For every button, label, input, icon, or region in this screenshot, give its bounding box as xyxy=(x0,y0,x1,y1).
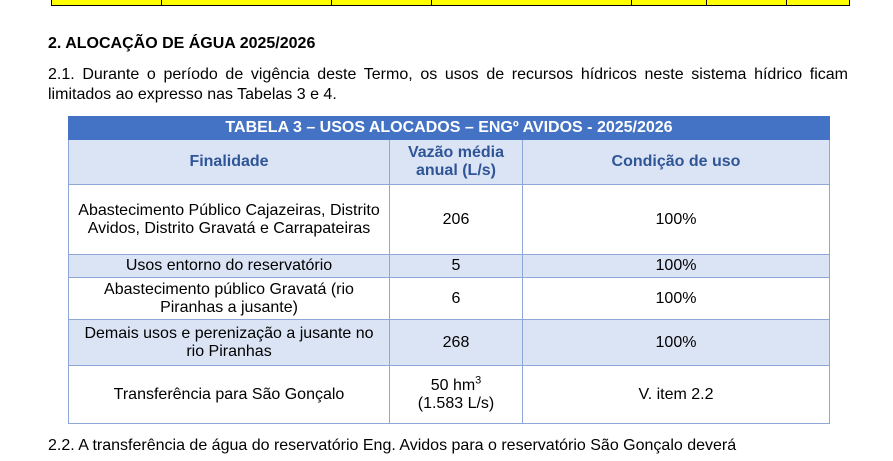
paragraph-2-1: 2.1. Durante o período de vigência deste Termo, os usos de recursos hídricos neste sistema hídrico ficam limitados ao expresso nas Tabelas 3 e 4. xyxy=(48,66,848,103)
column-header-condicao: Condição de uso xyxy=(523,140,830,185)
paragraph-2-2: 2.2. A transferência de água do reservatório Eng. Avidos para o reservatório São Gonçalo deverá xyxy=(48,437,737,454)
cell-finalidade: Transferência para São Gonçalo xyxy=(69,366,390,424)
vazao-flow: (1.583 L/s) xyxy=(417,394,495,412)
allocation-table xyxy=(68,116,830,424)
table-row xyxy=(69,278,830,320)
cell-condicao: 100% xyxy=(523,255,830,278)
previous-table-bottom-row xyxy=(51,0,850,6)
table-row xyxy=(69,366,830,424)
previous-table-cell xyxy=(52,0,162,5)
cell-condicao: 100% xyxy=(523,278,830,320)
previous-table-cell xyxy=(432,0,632,5)
cell-finalidade: Demais usos e perenização a jusante no rio Piranhas xyxy=(69,320,390,366)
cell-vazao: 5 xyxy=(390,255,523,278)
previous-table-cell xyxy=(632,0,707,5)
previous-table-cell xyxy=(332,0,432,5)
column-header-vazao: Vazão média anual (L/s) xyxy=(390,140,523,185)
cell-vazao: 6 xyxy=(390,278,523,320)
previous-table-cell xyxy=(707,0,787,5)
table-row xyxy=(69,185,830,255)
previous-table-cell xyxy=(162,0,332,5)
cell-finalidade: Abastecimento público Gravatá (rio Piranhas a jusante) xyxy=(69,278,390,320)
table-title: TABELA 3 – USOS ALOCADOS – ENGº AVIDOS - 2025/2026 xyxy=(69,117,830,140)
previous-table-cell xyxy=(787,0,849,5)
table-row xyxy=(69,320,830,366)
cell-vazao: 268 xyxy=(390,320,523,366)
column-header-finalidade: Finalidade xyxy=(69,140,390,185)
cell-condicao: V. item 2.2 xyxy=(523,366,830,424)
cell-condicao: 100% xyxy=(523,185,830,255)
vazao-volume: 50 hm xyxy=(430,376,476,394)
cell-condicao: 100% xyxy=(523,320,830,366)
vazao-volume-exponent: 3 xyxy=(475,374,482,387)
cell-vazao: 206 xyxy=(390,185,523,255)
cell-finalidade: Usos entorno do reservatório xyxy=(69,255,390,278)
section-heading: 2. ALOCAÇÃO DE ÁGUA 2025/2026 xyxy=(48,35,316,52)
cell-finalidade: Abastecimento Público Cajazeiras, Distrito Avidos, Distrito Gravatá e Carrapateiras xyxy=(69,185,390,255)
table-row xyxy=(69,255,830,278)
cell-vazao xyxy=(390,366,523,424)
